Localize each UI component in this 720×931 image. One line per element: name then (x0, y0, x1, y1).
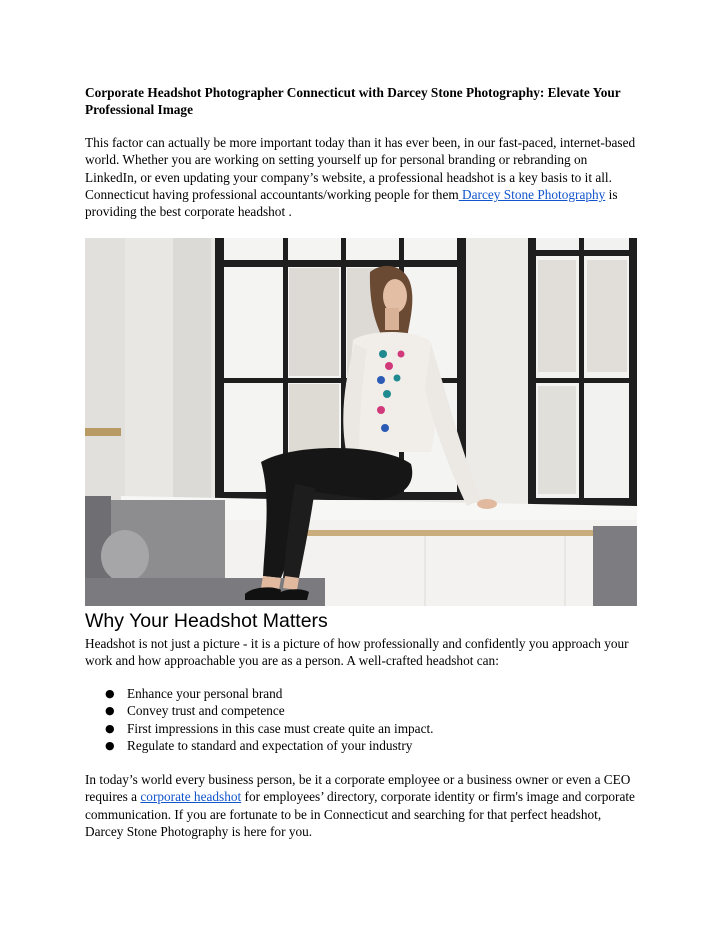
list-item (105, 737, 679, 754)
bullet-icon: ● (105, 721, 115, 735)
list-item (105, 685, 679, 702)
darcey-stone-link[interactable]: Darcey Stone Photography (458, 186, 606, 202)
benefits-list (85, 685, 679, 754)
list-item-text: Convey trust and competence (127, 703, 285, 719)
list-item-text: Regulate to standard and expectation of your industry (127, 737, 413, 753)
intro-after-text: is providing the best corporate headshot . (85, 186, 618, 220)
corporate-headshot-link[interactable]: corporate headshot (140, 789, 242, 805)
bullet-icon: ● (105, 704, 115, 718)
bullet-icon: ● (105, 738, 115, 752)
list-item-text: Enhance your personal brand (127, 686, 283, 701)
section-paragraph: Headshot is not just a picture - it is a picture of how professionally and confidently you approach your work and how approachable you are as a person. A well-crafted headshot can: (85, 636, 629, 669)
closing-after-text: for employees’ directory, corporate identity or firm's image and corporate communication. If you are fortunate to be in Connecticut and searching for that perfect headshot, Darcey Stone Photography is here for you. (85, 789, 635, 839)
list-item (105, 720, 679, 737)
photo-illustration (85, 238, 637, 606)
intro-paragraph (85, 134, 637, 220)
headshot-photo (85, 238, 637, 606)
closing-text: In today’s world every business person, be it a corporate employee or a business owner or even a CEO requires a (85, 772, 631, 805)
article-title: Corporate Headshot Photographer Connecticut with Darcey Stone Photography: Elevate Your Professional Image (85, 85, 621, 117)
bullet-icon: ● (105, 687, 115, 700)
section-heading: Why Your Headshot Matters (85, 610, 328, 632)
list-item (105, 702, 679, 719)
list-item-text: First impressions in this case must create quite an impact. (127, 720, 434, 736)
intro-text: This factor can actually be more important today than it has ever been, in our fast-paced, internet-based world. Whether you are working on setting yourself up for personal branding or rebranding on LinkedIn, or even updating your company’s website, a professional headshot is a key basis to it all. Connecticut having professional accountants/working people for them (85, 135, 636, 202)
closing-paragraph (85, 771, 637, 840)
